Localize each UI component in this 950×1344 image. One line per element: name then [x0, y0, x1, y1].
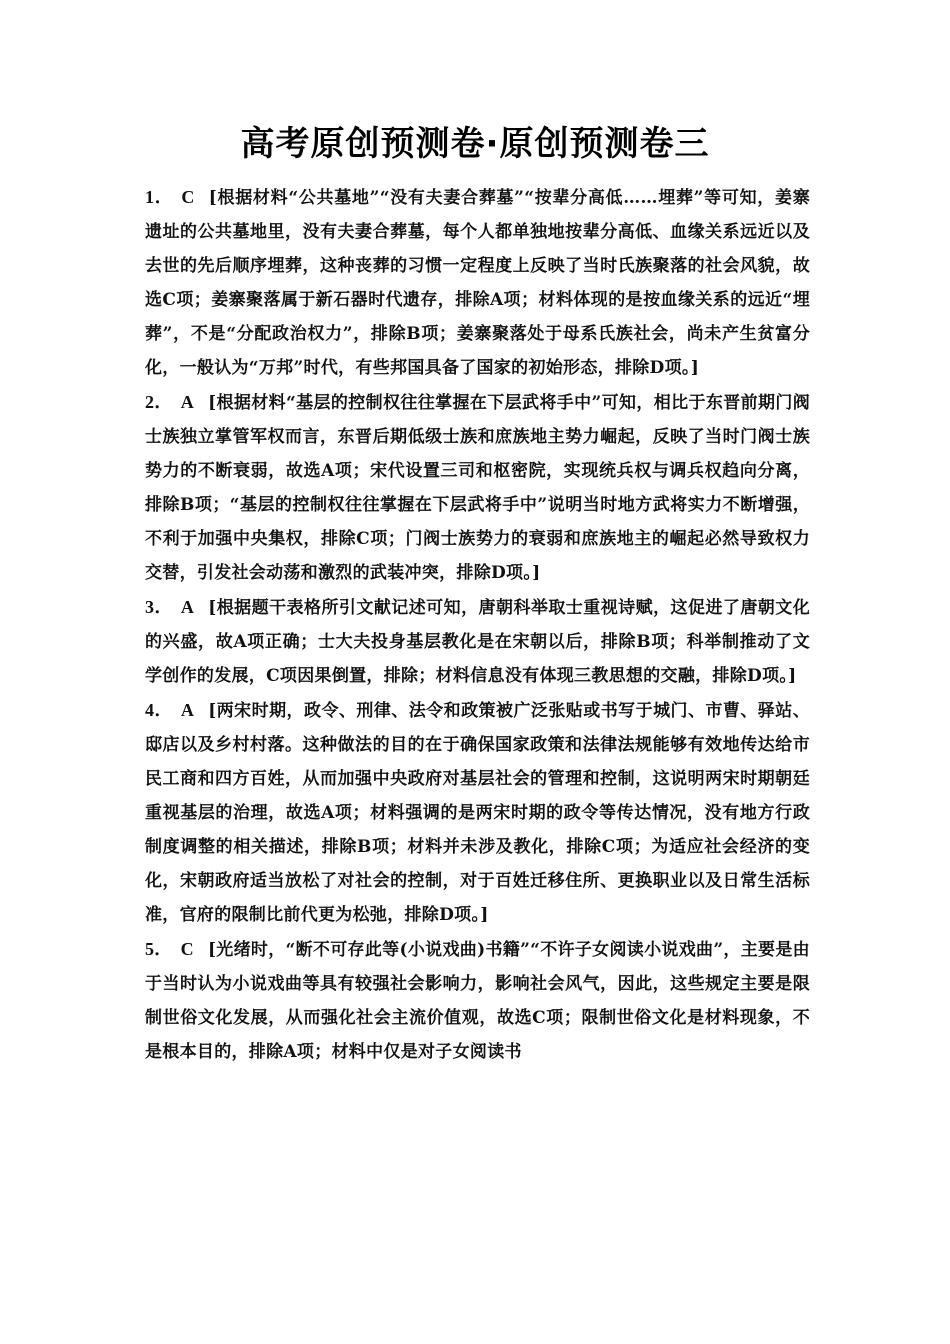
answer-choice: A	[180, 700, 195, 720]
answer-explanation: [根据材料“公共墓地”“没有夫妻合葬墓”“按辈分高低……埋葬”等可知，姜寨遗址的公共墓地里，没有夫妻合葬墓，每个人都单独地按辈分高低、血缘关系远近以及去世的先后顺序埋葬，这种丧葬的习惯一定程度上反映了当时氏族聚落的社会风貌，故选C项；姜寨聚落属于新石器时代遗存，排除A项；材料体现的是按血缘关系的远近“埋葬”，不是“分配政治权力”，排除B项；姜寨聚落处于母系氏族社会，尚未产生贫富分化，一般认为“万邦”时代，有些邦国具备了国家的初始形态，排除D项。]	[145, 188, 810, 378]
answer-item-2	[145, 385, 810, 590]
answer-explanation: [光绪时，“断不可存此等(小说戏曲)书籍”“不许子女阅读小说戏曲”，主要是由于当时认为小说戏曲等具有较强社会影响力，影响社会风气，因此，这些规定主要是限制世俗文化发展，从而强化社会主流价值观，故选C项；限制世俗文化是材料现象，不是根本目的，排除A项；材料中仅是对子女阅读书	[145, 940, 810, 1062]
answer-number: 3．	[145, 597, 173, 617]
answer-item-1	[145, 180, 810, 385]
answer-item-3	[145, 590, 810, 693]
answer-explanation: [两宋时期，政令、刑律、法令和政策被广泛张贴或书写于城门、市曹、驿站、邸店以及乡村村落。这种做法的目的在于确保国家政策和法律法规能够有效地传达给市民工商和四方百姓，从而加强中央政府对基层社会的管理和控制，这说明两宋时期朝廷重视基层的治理，故选A项；材料强调的是两宋时期的政令等传达情况，没有地方行政制度调整的相关描述，排除B项；材料并未涉及教化，排除C项；为适应社会经济的变化，宋朝政府适当放松了对社会的控制，对于百姓迁移住所、更换职业以及日常生活标准，官府的限制比前代更为松弛，排除D项。]	[145, 701, 810, 925]
answer-list	[145, 180, 810, 1069]
answer-item-4	[145, 693, 810, 932]
page-title: 高考原创预测卷·原创预测卷三	[240, 124, 710, 164]
answer-explanation: [根据材料“基层的控制权往往掌握在下层武将手中”可知，相比于东晋前期门阀士族独立掌管军权而言，东晋后期低级士族和庶族地主势力崛起，反映了当时门阀士族势力的不断衰弱，故选A项；宋代设置三司和枢密院，实现统兵权与调兵权趋向分离，排除B项；“基层的控制权往往掌握在下层武将手中”说明当时地方武将实力不断增强，不利于加强中央集权，排除C项；门阀士族势力的衰弱和庶族地主的崛起必然导致权力交替，引发社会动荡和激烈的武装冲突，排除D项。]	[145, 393, 810, 583]
answer-choice: A	[180, 392, 195, 412]
answer-item-5	[145, 932, 810, 1069]
answer-explanation: [根据题干表格所引文献记述可知，唐朝科举取士重视诗赋，这促进了唐朝文化的兴盛，故A项正确；士大夫投身基层教化是在宋朝以后，排除B项；科举制推动了文学创作的发展，C项因果倒置，排除；材料信息没有体现三教思想的交融，排除D项。]	[145, 598, 810, 686]
answer-number: 2．	[145, 392, 173, 412]
answer-choice: A	[180, 597, 195, 617]
answer-number: 1．	[145, 187, 174, 207]
answer-choice: C	[180, 939, 194, 959]
answer-number: 4．	[145, 700, 173, 720]
answer-choice: C	[181, 187, 195, 207]
answer-number: 5．	[145, 939, 173, 959]
